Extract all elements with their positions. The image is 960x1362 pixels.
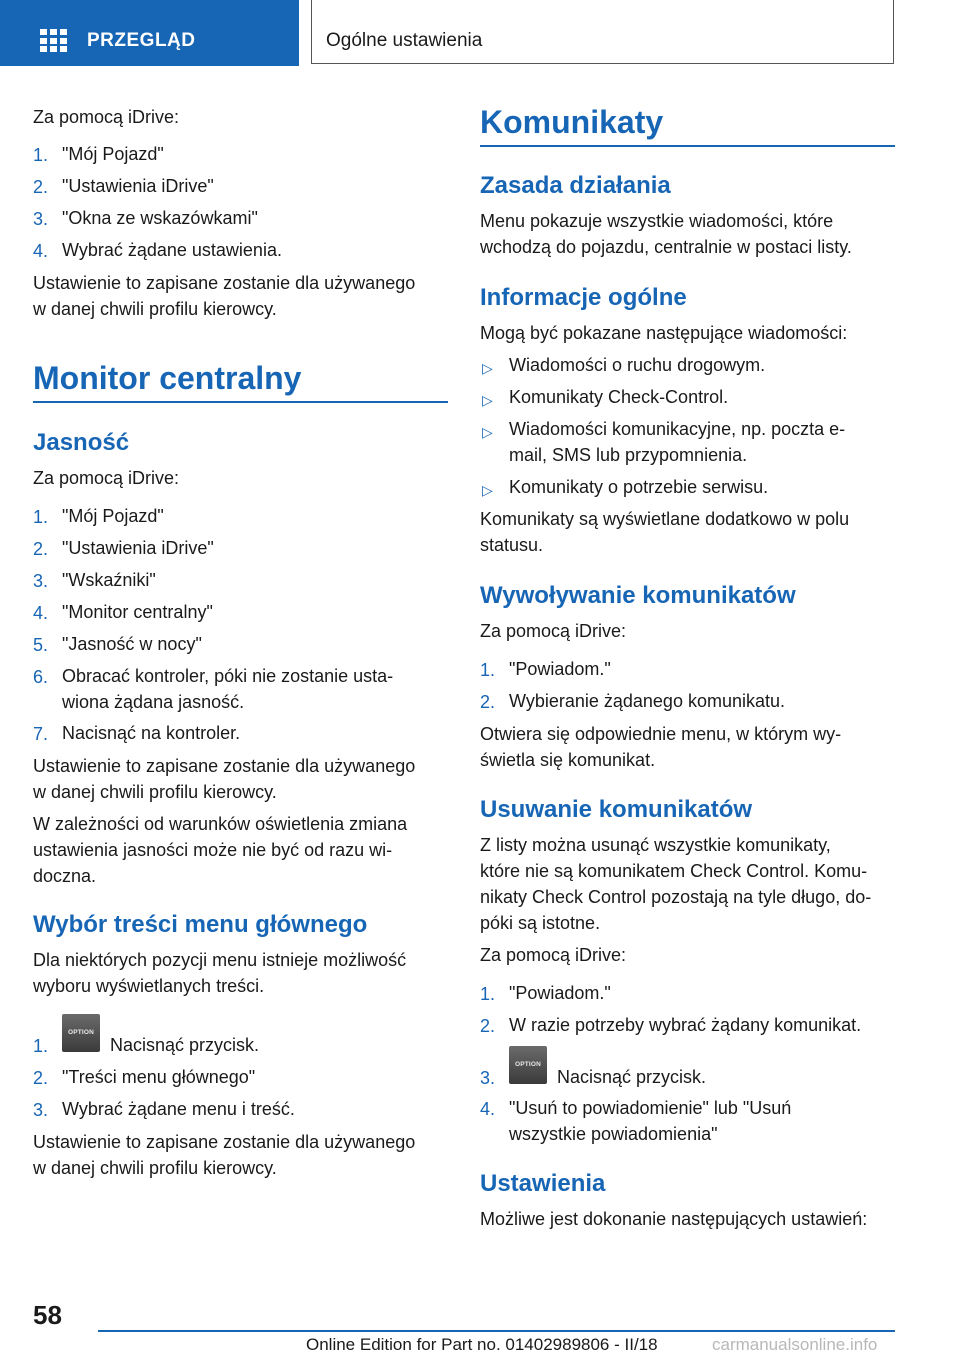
list-item: "Wskaźniki" [62, 570, 156, 590]
step-number: 2. [480, 1016, 496, 1036]
paragraph: ustawienia jasności może nie być od razu wi- [33, 840, 393, 860]
bullet-icon: ▷ [482, 424, 493, 440]
subheading-general: Informacje ogólne [480, 284, 687, 311]
paragraph: w danej chwili profilu kierowcy. [33, 782, 277, 802]
list-item: Nacisnąć przycisk. [110, 1035, 260, 1055]
step-number: 3. [33, 571, 49, 591]
paragraph: Dla niektórych pozycji menu istnieje możliwość [33, 950, 407, 970]
step-number: 1. [480, 984, 496, 1004]
step-number: 1. [33, 507, 49, 527]
subheading-brightness: Jasność [33, 429, 130, 456]
paragraph: Za pomocą iDrive: [33, 468, 180, 488]
step-number: 4. [33, 241, 49, 261]
paragraph: Menu pokazuje wszystkie wiadomości, które [480, 211, 834, 231]
step-number: 3. [480, 1068, 496, 1088]
paragraph: w danej chwili profilu kierowcy. [33, 299, 277, 319]
list-item: "Ustawienia iDrive" [62, 538, 214, 558]
list-item-continued: wszystkie powiadomienia" [509, 1124, 718, 1144]
step-number: 2. [33, 1068, 49, 1088]
bullet-icon: ▷ [482, 392, 493, 408]
paragraph: wyboru wyświetlanych treści. [33, 976, 265, 996]
step-number: 2. [480, 692, 496, 712]
step-number: 3. [33, 1100, 49, 1120]
page-number: 58 [33, 1300, 62, 1330]
list-item: W razie potrzeby wybrać żądany komunikat. [509, 1015, 862, 1035]
list-item: "Powiadom." [509, 659, 611, 679]
paragraph: nikaty Check Control pozostają na tyle długo, do- [480, 887, 872, 907]
subheading-principle: Zasada działania [480, 172, 671, 199]
list-item: Komunikaty Check-Control. [509, 387, 729, 407]
bullet-icon: ▷ [482, 482, 493, 498]
heading-messages: Komunikaty [480, 104, 664, 140]
list-item: "Monitor centralny" [62, 602, 213, 622]
list-item-continued: mail, SMS lub przypomnienia. [509, 445, 748, 465]
list-item: "Jasność w nocy" [62, 634, 202, 654]
paragraph: W zależności od warunków oświetlenia zmiana [33, 814, 408, 834]
paragraph: Za pomocą iDrive: [33, 107, 180, 127]
footer-rule [98, 1330, 895, 1332]
subheading-main-menu: Wybór treści menu głównego [33, 911, 368, 938]
list-item: Wiadomości komunikacyjne, np. poczta e- [509, 419, 846, 439]
list-item: Wybieranie żądanego komunikatu. [509, 691, 786, 711]
paragraph: Z listy można usunąć wszystkie komunikaty, [480, 835, 831, 855]
step-number: 4. [33, 603, 49, 623]
option-button-icon: OPTION [62, 1014, 100, 1052]
step-number: 2. [33, 539, 49, 559]
nav-tab-overview[interactable] [0, 0, 299, 66]
step-number: 1. [33, 1036, 49, 1056]
step-number: 3. [33, 209, 49, 229]
list-item: "Mój Pojazd" [62, 506, 164, 526]
step-number: 1. [480, 660, 496, 680]
list-item: "Okna ze wskazówkami" [62, 208, 258, 228]
bullet-icon: ▷ [482, 360, 493, 376]
step-number: 6. [33, 667, 49, 687]
step-number: 4. [480, 1099, 496, 1119]
list-item: Obracać kontroler, póki nie zostanie usta- [62, 666, 394, 686]
option-button-icon: OPTION [509, 1046, 547, 1084]
heading-rule [480, 145, 895, 147]
section-title: Ogólne ustawienia [326, 30, 483, 51]
footer-edition: Online Edition for Part no. 01402989806 - II/18 [306, 1335, 658, 1354]
paragraph: Za pomocą iDrive: [480, 621, 627, 641]
nav-tab-label: PRZEGLĄD [87, 30, 196, 51]
list-item: "Mój Pojazd" [62, 144, 164, 164]
paragraph: statusu. [480, 535, 544, 555]
section-header [311, 0, 894, 64]
footer-watermark: carmanualsonline.info [712, 1335, 878, 1354]
subheading-delete: Usuwanie komunikatów [480, 796, 753, 823]
paragraph: które nie są komunikatem Check Control. Komu- [480, 861, 868, 881]
paragraph: Otwiera się odpowiednie menu, w którym wy- [480, 724, 842, 744]
subheading-settings: Ustawienia [480, 1170, 606, 1197]
heading-rule [33, 401, 448, 403]
paragraph: Za pomocą iDrive: [480, 945, 627, 965]
grid-icon [40, 29, 67, 52]
list-item: "Powiadom." [509, 983, 611, 1003]
list-item: Nacisnąć przycisk. [557, 1067, 707, 1087]
step-number: 1. [33, 145, 49, 165]
paragraph: Mogą być pokazane następujące wiadomości: [480, 323, 848, 343]
paragraph: Ustawienie to zapisane zostanie dla używanego [33, 1132, 416, 1152]
list-item: Nacisnąć na kontroler. [62, 723, 241, 743]
list-item: "Ustawienia iDrive" [62, 176, 214, 196]
paragraph: w danej chwili profilu kierowcy. [33, 1158, 277, 1178]
paragraph: Komunikaty są wyświetlane dodatkowo w polu [480, 509, 850, 529]
paragraph: Ustawienie to zapisane zostanie dla używanego [33, 273, 416, 293]
step-number: 5. [33, 635, 49, 655]
list-item: Wybrać żądane menu i treść. [62, 1099, 295, 1119]
list-item: "Treści menu głównego" [62, 1067, 256, 1087]
paragraph: Możliwe jest dokonanie następujących ustawień: [480, 1209, 868, 1229]
list-item: "Usuń to powiadomienie" lub "Usuń [509, 1098, 792, 1118]
step-number: 2. [33, 177, 49, 197]
heading-monitor: Monitor centralny [33, 360, 302, 396]
paragraph: wchodzą do pojazdu, centralnie w postaci listy. [480, 237, 852, 257]
paragraph: doczna. [33, 866, 97, 886]
list-item: Wiadomości o ruchu drogowym. [509, 355, 766, 375]
step-number: 7. [33, 724, 49, 744]
paragraph: Ustawienie to zapisane zostanie dla używanego [33, 756, 416, 776]
paragraph: póki są istotne. [480, 913, 601, 933]
list-item: Wybrać żądane ustawienia. [62, 240, 282, 260]
list-item: Komunikaty o potrzebie serwisu. [509, 477, 769, 497]
list-item-continued: wiona żądana jasność. [62, 692, 245, 712]
subheading-calling: Wywoływanie komunikatów [480, 582, 796, 609]
paragraph: świetla się komunikat. [480, 750, 656, 770]
